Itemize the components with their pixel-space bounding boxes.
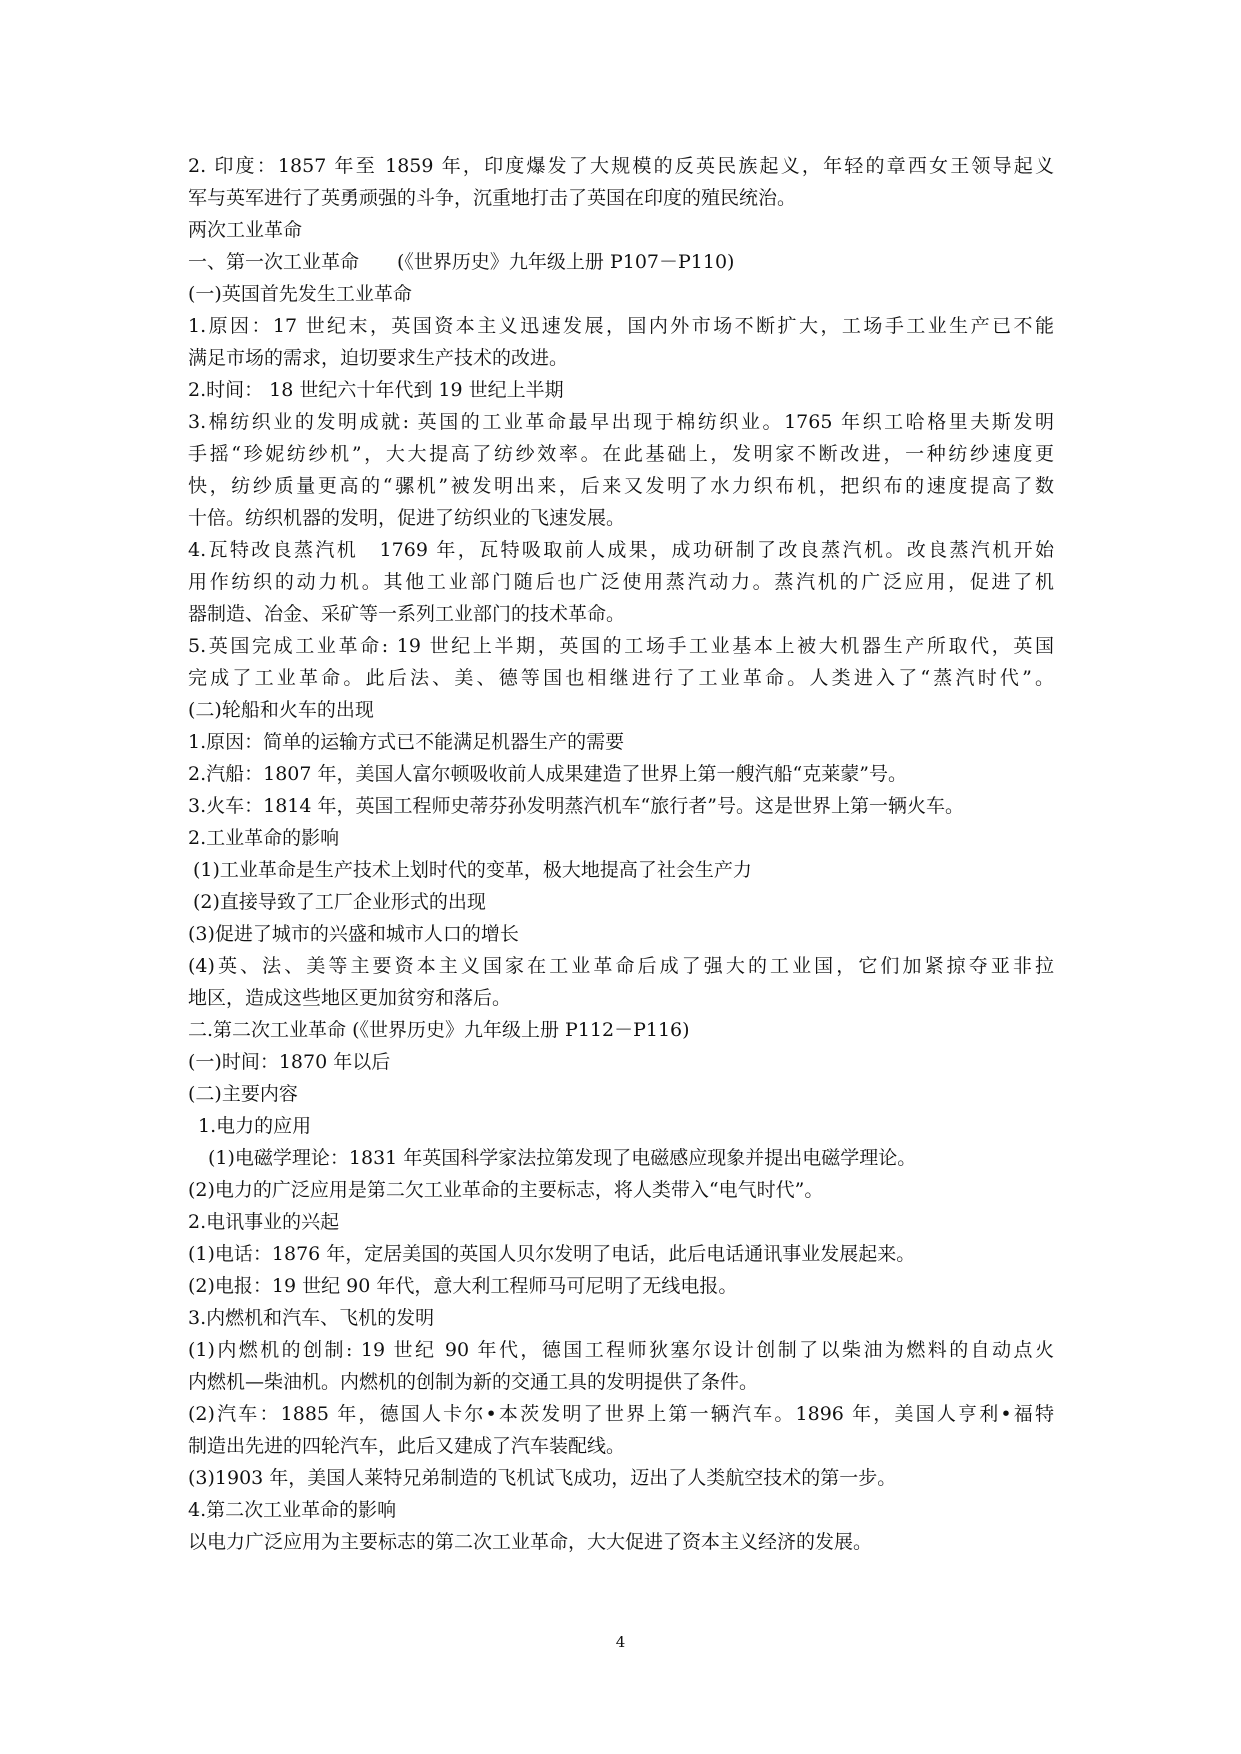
text-line: 3.棉纺织业的发明成就: 英国的工业革命最早出现于棉纺织业。1765 年织工哈格里夫斯发明 [188, 411, 1054, 433]
list-item: (1)电磁学理论：1831 年英国科学家法拉第发现了电磁感应现象并提出电磁学理论。 [208, 1147, 917, 1169]
text-line: 制造出先进的四轮汽车，此后又建成了汽车装配线。 [188, 1435, 626, 1457]
text-line: 2.时间： 18 世纪六十年代到 19 世纪上半期 [188, 379, 564, 401]
list-item: (2)汽车：1885 年，德国人卡尔•本茨发明了世界上第一辆汽车。1896 年，美国人亨利•福特 [188, 1403, 1054, 1425]
subsection-heading: (二)主要内容 [188, 1083, 298, 1105]
text-line: 2.汽船：1807 年，美国人富尔顿吸收前人成果建造了世界上第一艘汽船“克莱蒙”号。 [188, 763, 907, 785]
subsection-heading: (二)轮船和火车的出现 [188, 699, 374, 721]
text-line: 1.原因：简单的运输方式已不能满足机器生产的需要 [188, 731, 625, 753]
text-line: 内燃机—柴油机。内燃机的创制为新的交通工具的发明提供了条件。 [188, 1371, 759, 1393]
subsection-heading: 3.内燃机和汽车、飞机的发明 [188, 1307, 435, 1329]
subsection-heading: 2.电讯事业的兴起 [188, 1211, 340, 1233]
list-item: (1)电话：1876 年，定居美国的英国人贝尔发明了电话，此后电话通讯事业发展起来。 [188, 1243, 916, 1265]
list-item: (2)直接导致了工厂企业形式的出现 [193, 891, 486, 913]
text-line: 完成了工业革命。此后法、美、德等国也相继进行了工业革命。人类进入了“蒸汽时代”。 [188, 667, 1054, 689]
text-line: 用作纺织的动力机。其他工业部门随后也广泛使用蒸汽动力。蒸汽机的广泛应用，促进了机 [188, 571, 1054, 593]
list-item: (2)电报：19 世纪 90 年代，意大利工程师马可尼明了无线电报。 [188, 1275, 738, 1297]
list-item: (3)促进了城市的兴盛和城市人口的增长 [188, 923, 519, 945]
text-line: 以电力广泛应用为主要标志的第二次工业革命，大大促进了资本主义经济的发展。 [188, 1531, 873, 1553]
text-line: 军与英军进行了英勇顽强的斗争，沉重地打击了英国在印度的殖民统治。 [188, 187, 797, 209]
list-item: (1)内燃机的创制: 19 世纪 90 年代，德国工程师狄塞尔设计创制了以柴油为燃料的自动点火 [188, 1339, 1054, 1361]
list-item: (2)电力的广泛应用是第二欠工业革命的主要标志，将人类带入“电气时代”。 [188, 1179, 824, 1201]
text-line: 手摇“珍妮纺纱机”，大大提高了纺纱效率。在此基础上，发明家不断改进，一种纺纱速度更 [188, 443, 1054, 465]
subsection-heading: 4.第二次工业革命的影响 [188, 1499, 397, 1521]
text-line: 3.火车：1814 年，英国工程师史蒂芬孙发明蒸汽机车“旅行者”号。这是世界上第一辆火车。 [188, 795, 964, 817]
text-line: 器制造、冶金、采矿等一系列工业部门的技术革命。 [188, 603, 626, 625]
text-line: 十倍。纺织机器的发明，促进了纺织业的飞速发展。 [188, 507, 626, 529]
text-line: 2. 印度：1857 年至 1859 年，印度爆发了大规模的反英民族起义，年轻的章西女王领导起义 [188, 155, 1054, 177]
subsection-heading: 2.工业革命的影响 [188, 827, 340, 849]
subsection-heading: 1.电力的应用 [198, 1115, 312, 1137]
text-line: 地区，造成这些地区更加贫穷和落后。 [188, 987, 512, 1009]
section-heading: 一、第一次工业革命 (《世界历史》九年级上册 P107－P110) [188, 251, 735, 273]
subsection-heading: (一)时间：1870 年以后 [188, 1051, 391, 1073]
document-body [188, 150, 1054, 1558]
text-line: 1.原因：17 世纪末，英国资本主义迅速发展，国内外市场不断扩大，工场手工业生产已不能 [188, 315, 1054, 337]
text-line: 4.瓦特改良蒸汽机 1769 年，瓦特吸取前人成果，成功研制了改良蒸汽机。改良蒸汽机开始 [188, 539, 1054, 561]
page-number: 4 [615, 1633, 626, 1651]
section-heading: 两次工业革命 [188, 219, 303, 241]
text-line: 满足市场的需求，迫切要求生产技术的改进。 [188, 347, 569, 369]
section-heading: 二.第二次工业革命 (《世界历史》九年级上册 P112－P116) [188, 1019, 690, 1041]
text-line: 5.英国完成工业革命: 19 世纪上半期，英国的工场手工业基本上被大机器生产所取代，英国 [188, 635, 1054, 657]
subsection-heading: (一)英国首先发生工业革命 [188, 283, 412, 305]
list-item: (1)工业革命是生产技术上划时代的变革，极大地提高了社会生产力 [193, 859, 752, 881]
list-item: (3)1903 年，美国人莱特兄弟制造的飞机试飞成功，迈出了人类航空技术的第一步。 [188, 1467, 897, 1489]
list-item: (4)英、法、美等主要资本主义国家在工业革命后成了强大的工业国，它们加紧掠夺亚非拉 [188, 955, 1054, 977]
text-line: 快，纺纱质量更高的“骡机”被发明出来，后来又发明了水力织布机，把织布的速度提高了数 [188, 475, 1054, 497]
